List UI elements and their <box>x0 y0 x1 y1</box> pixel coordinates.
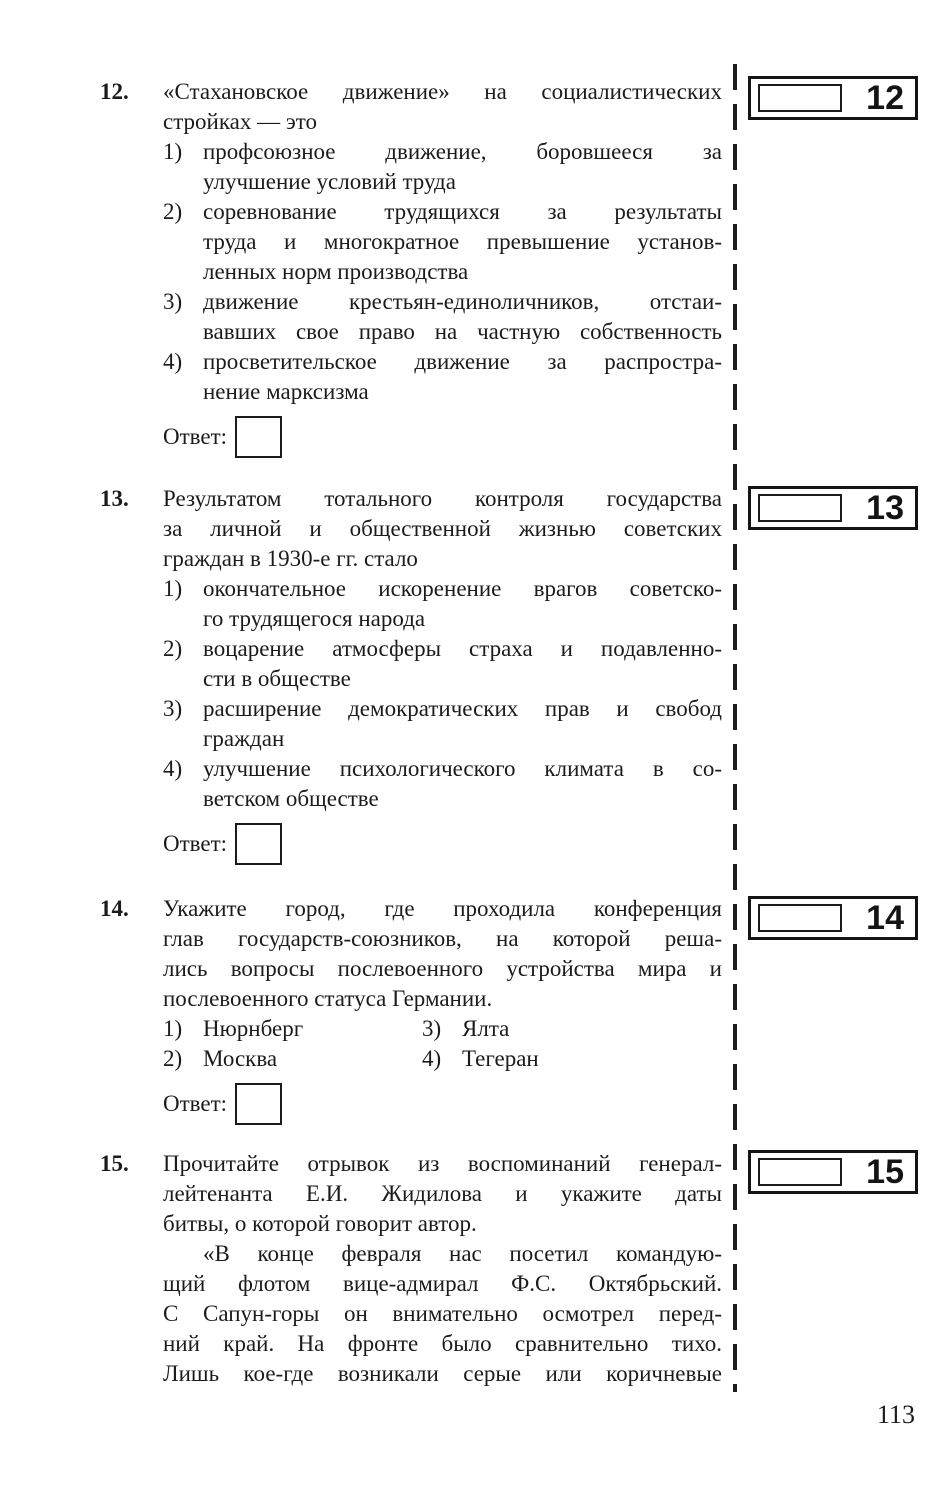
option-number: 4) <box>163 756 183 781</box>
option-line <box>163 634 722 664</box>
text-line-content: битвы, о которой говорит автор. <box>163 1211 477 1236</box>
option-line <box>163 197 722 227</box>
text-line <box>163 984 722 1014</box>
option-line <box>163 1014 722 1044</box>
question-marker-15 <box>748 1150 918 1194</box>
option-line <box>163 694 722 724</box>
question-body <box>163 894 722 1074</box>
text-line <box>163 1209 722 1239</box>
answer-input-box[interactable] <box>235 416 282 458</box>
option-number: 2) <box>163 636 183 661</box>
text-line <box>163 924 722 954</box>
text-line-content: улучшение условий труда <box>203 169 456 194</box>
text-line-content: нение марксизма <box>203 379 369 404</box>
text-line <box>163 1359 722 1389</box>
text-line-content: соревнование трудящихся за результаты <box>203 199 722 224</box>
marker-number: 13 <box>866 489 904 527</box>
question-marker-12 <box>748 76 918 120</box>
option-text: Ялта <box>462 1016 510 1041</box>
option-text: Тегеран <box>462 1046 539 1071</box>
marker-blank-box <box>758 494 842 522</box>
text-line <box>163 1269 722 1299</box>
question-number: 12. <box>100 79 129 104</box>
question-body <box>163 1149 722 1389</box>
text-line-content: расширение демократических прав и свобод <box>203 696 722 721</box>
text-line-content: Лишь кое-где возникали серые или коричневые <box>163 1361 722 1386</box>
option-line <box>163 754 722 784</box>
text-line-content: ленных норм производства <box>203 259 469 284</box>
option-number: 3) <box>163 696 183 721</box>
question-marker-14 <box>748 896 918 940</box>
text-line <box>163 227 722 257</box>
text-line <box>163 604 722 634</box>
text-line-content: за личной и общественной жизнью советских <box>163 516 722 541</box>
option-number: 1) <box>163 576 183 601</box>
option-line <box>163 574 722 604</box>
text-line <box>163 544 722 574</box>
text-line-content: вавших свое право на частную собственность <box>203 319 722 344</box>
marker-number: 15 <box>866 1153 904 1191</box>
question-14 <box>100 894 722 1126</box>
text-line <box>163 1149 722 1179</box>
text-line <box>163 107 722 137</box>
page-number: 113 <box>876 1400 915 1429</box>
question-number: 13. <box>100 486 129 511</box>
text-line-content: Результатом тотального контроля государства <box>163 486 722 511</box>
option-number: 4) <box>422 1046 442 1071</box>
text-line <box>163 167 722 197</box>
text-line-content: Укажите город, где проходила конференция <box>163 896 722 921</box>
text-line-content: Прочитайте отрывок из воспоминаний генерал- <box>163 1151 722 1176</box>
option-text: Нюрнберг <box>203 1016 304 1041</box>
answer-row <box>163 1082 722 1126</box>
text-line-content: профсоюзное движение, боровшееся за <box>203 139 722 164</box>
marker-number: 14 <box>866 899 904 937</box>
text-line-content: глав государств-союзников, на которой реша- <box>163 926 722 951</box>
text-line <box>163 1299 722 1329</box>
answer-input-box[interactable] <box>235 823 282 865</box>
text-line-content: щий флотом вице-адмирал Ф.С. Октябрьский. <box>163 1271 722 1296</box>
question-number: 15. <box>100 1151 129 1176</box>
text-line-content: «В конце февраля нас посетил командую- <box>203 1241 722 1266</box>
text-line <box>163 514 722 544</box>
marker-number: 12 <box>866 79 904 117</box>
text-line <box>163 1239 722 1269</box>
text-line-content: движение крестьян-единоличников, отстаи- <box>203 289 722 314</box>
text-line-content: граждан в 1930-е гг. стало <box>163 546 418 571</box>
option-line <box>163 347 722 377</box>
question-15 <box>100 1149 722 1389</box>
text-line <box>163 317 722 347</box>
question-number: 14. <box>100 896 129 921</box>
answer-input-box[interactable] <box>235 1083 282 1125</box>
text-line <box>163 894 722 924</box>
option-number: 4) <box>163 349 183 374</box>
text-line-content: улучшение психологического климата в со- <box>203 756 722 781</box>
text-line <box>163 1329 722 1359</box>
option-number: 1) <box>163 139 183 164</box>
text-line <box>163 1179 722 1209</box>
text-line <box>163 377 722 407</box>
text-line-content: ветском обществе <box>203 786 379 811</box>
answer-row <box>163 822 722 866</box>
text-line-content: ний край. На фронте было сравнительно тихо. <box>163 1331 722 1356</box>
text-line-content: окончательное искоренение врагов советско- <box>203 576 722 601</box>
text-line-content: сти в обществе <box>203 666 351 691</box>
text-line-content: го трудящегося народа <box>203 606 426 631</box>
text-line-content: С Сапун-горы он внимательно осмотрел перед- <box>163 1301 722 1326</box>
text-line-content: послевоенного статуса Германии. <box>163 986 493 1011</box>
option-number: 2) <box>163 199 183 224</box>
text-line <box>163 724 722 754</box>
option-number: 3) <box>163 289 183 314</box>
option-number: 3) <box>422 1016 442 1041</box>
question-12 <box>100 77 722 459</box>
question-body <box>163 484 722 814</box>
text-line-content: лись вопросы послевоенного устройства мира и <box>163 956 722 981</box>
question-marker-13 <box>748 486 918 530</box>
text-line-content: граждан <box>203 726 285 751</box>
text-line-content: стройках — это <box>163 109 318 134</box>
text-line <box>163 484 722 514</box>
option-number: 2) <box>163 1046 183 1071</box>
marker-blank-box <box>758 1158 842 1186</box>
option-number: 1) <box>163 1016 183 1041</box>
dashed-margin-line <box>733 64 737 1392</box>
text-line-content: просветительское движение за распростра- <box>203 349 722 374</box>
option-line <box>163 137 722 167</box>
answer-label: Ответ: <box>163 831 228 856</box>
marker-blank-box <box>758 84 842 112</box>
answer-label: Ответ: <box>163 424 228 449</box>
text-line <box>163 257 722 287</box>
text-line <box>163 77 722 107</box>
text-line <box>163 664 722 694</box>
option-text: Москва <box>203 1046 278 1071</box>
option-line <box>163 1044 722 1074</box>
text-line-content: воцарение атмосферы страха и подавленно- <box>203 636 722 661</box>
question-13 <box>100 484 722 866</box>
answer-label: Ответ: <box>163 1091 228 1116</box>
text-line-content: «Стахановское движение» на социалистических <box>163 79 722 104</box>
text-line <box>163 784 722 814</box>
option-line <box>163 287 722 317</box>
text-line-content: лейтенанта Е.И. Жидилова и укажите даты <box>163 1181 722 1206</box>
text-line-content: труда и многократное превышение установ- <box>203 229 722 254</box>
answer-row <box>163 415 722 459</box>
marker-blank-box <box>758 904 842 932</box>
question-body <box>163 77 722 407</box>
text-line <box>163 954 722 984</box>
